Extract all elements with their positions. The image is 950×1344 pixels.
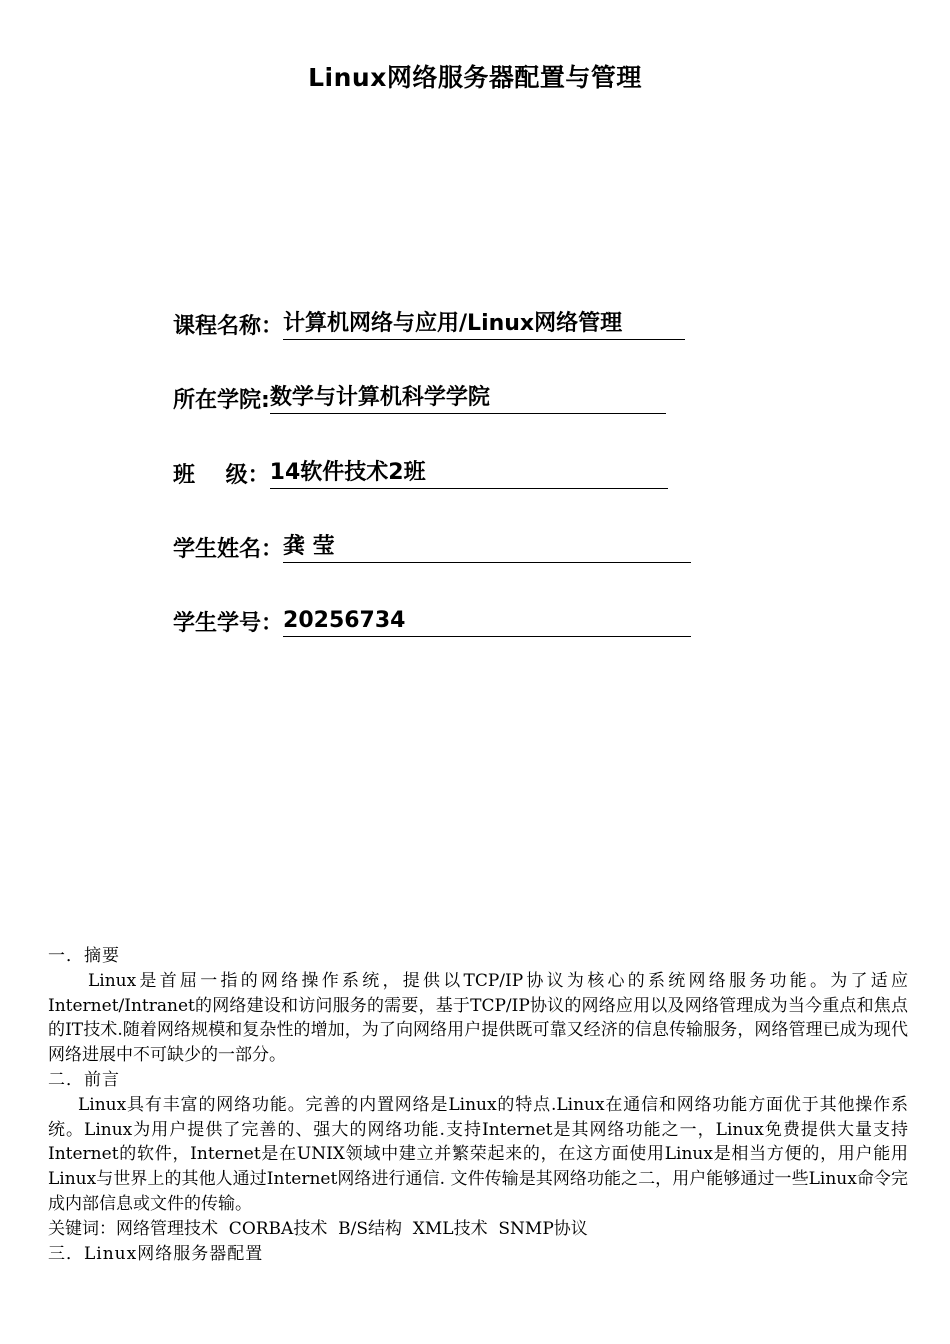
config-heading: 三．Linux网络服务器配置 [48, 1243, 264, 1264]
preface-paragraph: Linux具有丰富的网络功能。完善的内置网络是Linux的特点.Linux在通信和网络功能方面优于其他操作系统。Linux为用户提供了完善的、强大的网络功能.支持Internet是其网络功能之一，Linux免费提供大量支持Internet的软件，Internet是在UNIX领域中建立并繁荣起来的，在这方面使用Linux是相当方便的，用户能用Linux与世界上的其他人通过Internet网络进行通信. 文件传输是其网络功能之二，用户能够通过一些Linux命令完成内部信息或文件的传输。 [48, 1094, 908, 1214]
class-label: 班 级： [173, 463, 270, 488]
name-label: 学生姓名： [173, 537, 284, 562]
college-row [173, 382, 666, 414]
body-text [48, 944, 908, 1266]
class-value: 14软件技术2班 [270, 458, 668, 489]
abstract-paragraph: Linux是首屈一指的网络操作系统，提供以TCP/IP协议为核心的系统网络服务功能。为了适应Internet/Intranet的网络建设和访问服务的需要，基于TCP/IP协议的网络应用以及网络管理成为当今重点和焦点的IT技术.随着网络规模和复杂性的增加，为了向网络用户提供既可靠又经济的信息传输服务，网络管理已成为现代网络进展中不可缺少的一部分。 [48, 970, 908, 1066]
course-row [173, 308, 685, 340]
class-row [173, 457, 668, 489]
college-value: 数学与计算机科学学院 [270, 383, 666, 414]
student-id-row [173, 605, 691, 637]
abstract-heading: 一．摘要 [48, 946, 120, 966]
preface-heading: 二．前言 [48, 1069, 120, 1090]
document-title: Linux网络服务器配置与管理 [308, 63, 642, 92]
name-row [173, 531, 691, 563]
student-id-label: 学生学号： [173, 611, 284, 636]
course-label: 课程名称： [173, 314, 284, 339]
student-id-value: 20256734 [283, 606, 691, 637]
college-label: 所在学院: [173, 388, 270, 413]
keywords-line: 关键词：网络管理技术 CORBA技术 B/S结构 XML技术 SNMP协议 [48, 1218, 588, 1239]
course-value: 计算机网络与应用/Linux网络管理 [283, 309, 685, 340]
name-value: 龚 莹 [283, 532, 691, 563]
